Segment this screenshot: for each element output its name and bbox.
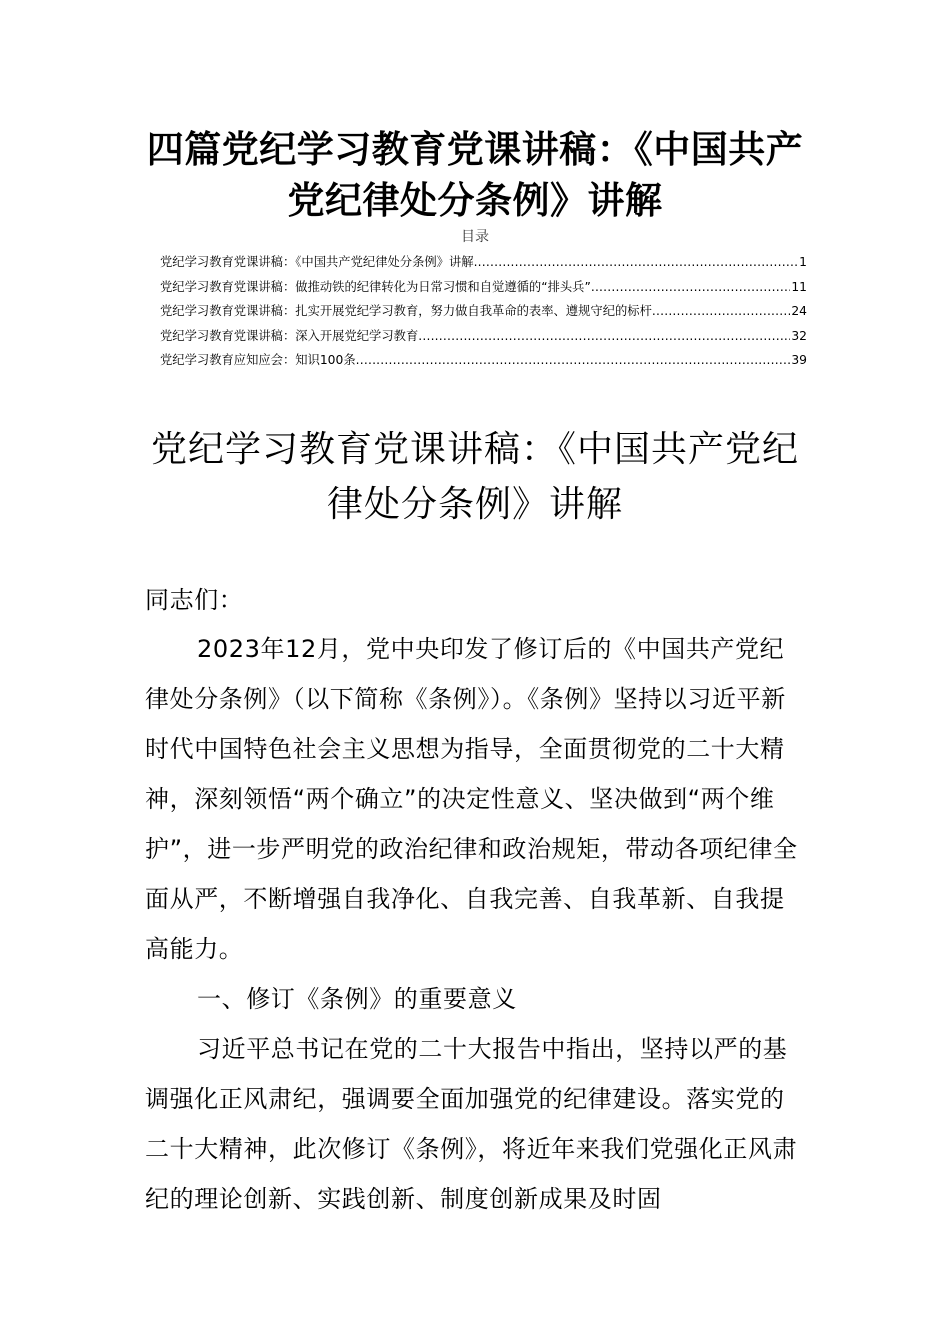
toc-entry-page: 32 — [791, 328, 807, 343]
section-heading: 一、修订《条例》的重要意义 — [197, 985, 517, 1013]
toc-entry-title: 党纪学习教育党课讲稿：做推动铁的纪律转化为日常习惯和自觉遵循的“排头兵” — [160, 279, 591, 294]
toc-entry-title: 党纪学习教育党课讲稿：扎实开展党纪学习教育，努力做自我革命的表率、遵规守纪的标杆 — [160, 304, 652, 318]
toc-entry[interactable] — [160, 252, 807, 277]
body-paragraph: 习近平总书记在党的二十大报告中指出，坚持以严的基调强化正风肃纪，强调要全面加强党的纪律建设。落实党的二十大精神，此次修订《条例》，将近年来我们党强化正风肃纪的理论创新、实践创新、制度创新成果及时固 — [145, 1035, 798, 1213]
toc-entry-page: 24 — [791, 304, 807, 318]
toc-entry[interactable] — [160, 350, 807, 375]
table-of-contents — [160, 252, 807, 375]
toc-heading: 目录 — [461, 229, 489, 245]
toc-entry[interactable] — [160, 326, 807, 351]
toc-entry[interactable] — [160, 277, 807, 302]
toc-entry-page: 1 — [799, 255, 807, 269]
body-paragraph: 2023年12月，党中央印发了修订后的《中国共产党纪律处分条例》（以下简称《条例》）。《条例》坚持以习近平新时代中国特色社会主义思想为指导，全面贯彻党的二十大精神，深刻领悟“两个确立”的决定性意义、坚决做到“两个维护”，进一步严明党的政治纪律和政治规矩，带动各项纪律全面从严，不断增强自我净化、自我完善、自我革新、自我提高能力。 — [145, 635, 798, 963]
toc-leader-dots — [591, 277, 791, 297]
toc-entry-title: 党纪学习教育应知应会：知识100条 — [160, 353, 356, 367]
toc-entry-title: 党纪学习教育党课讲稿：《中国共产党纪律处分条例》讲解 — [160, 255, 474, 269]
toc-entry-page: 39 — [791, 353, 807, 367]
section-title: 党纪学习教育党课讲稿：《中国共产党纪律处分条例》讲解 — [150, 429, 799, 525]
toc-entry-title: 党纪学习教育党课讲稿：深入开展党纪学习教育 — [160, 328, 419, 343]
salutation: 同志们： — [145, 586, 244, 614]
toc-leader-dots — [652, 301, 790, 321]
toc-entry-page: 11 — [791, 279, 807, 294]
toc-leader-dots — [418, 326, 790, 346]
toc-entry[interactable] — [160, 301, 807, 326]
toc-leader-dots — [356, 350, 791, 370]
document-main-title: 四篇党纪学习教育党课讲稿：《中国共产党纪律处分条例》讲解 — [146, 128, 804, 222]
toc-leader-dots — [474, 252, 799, 272]
